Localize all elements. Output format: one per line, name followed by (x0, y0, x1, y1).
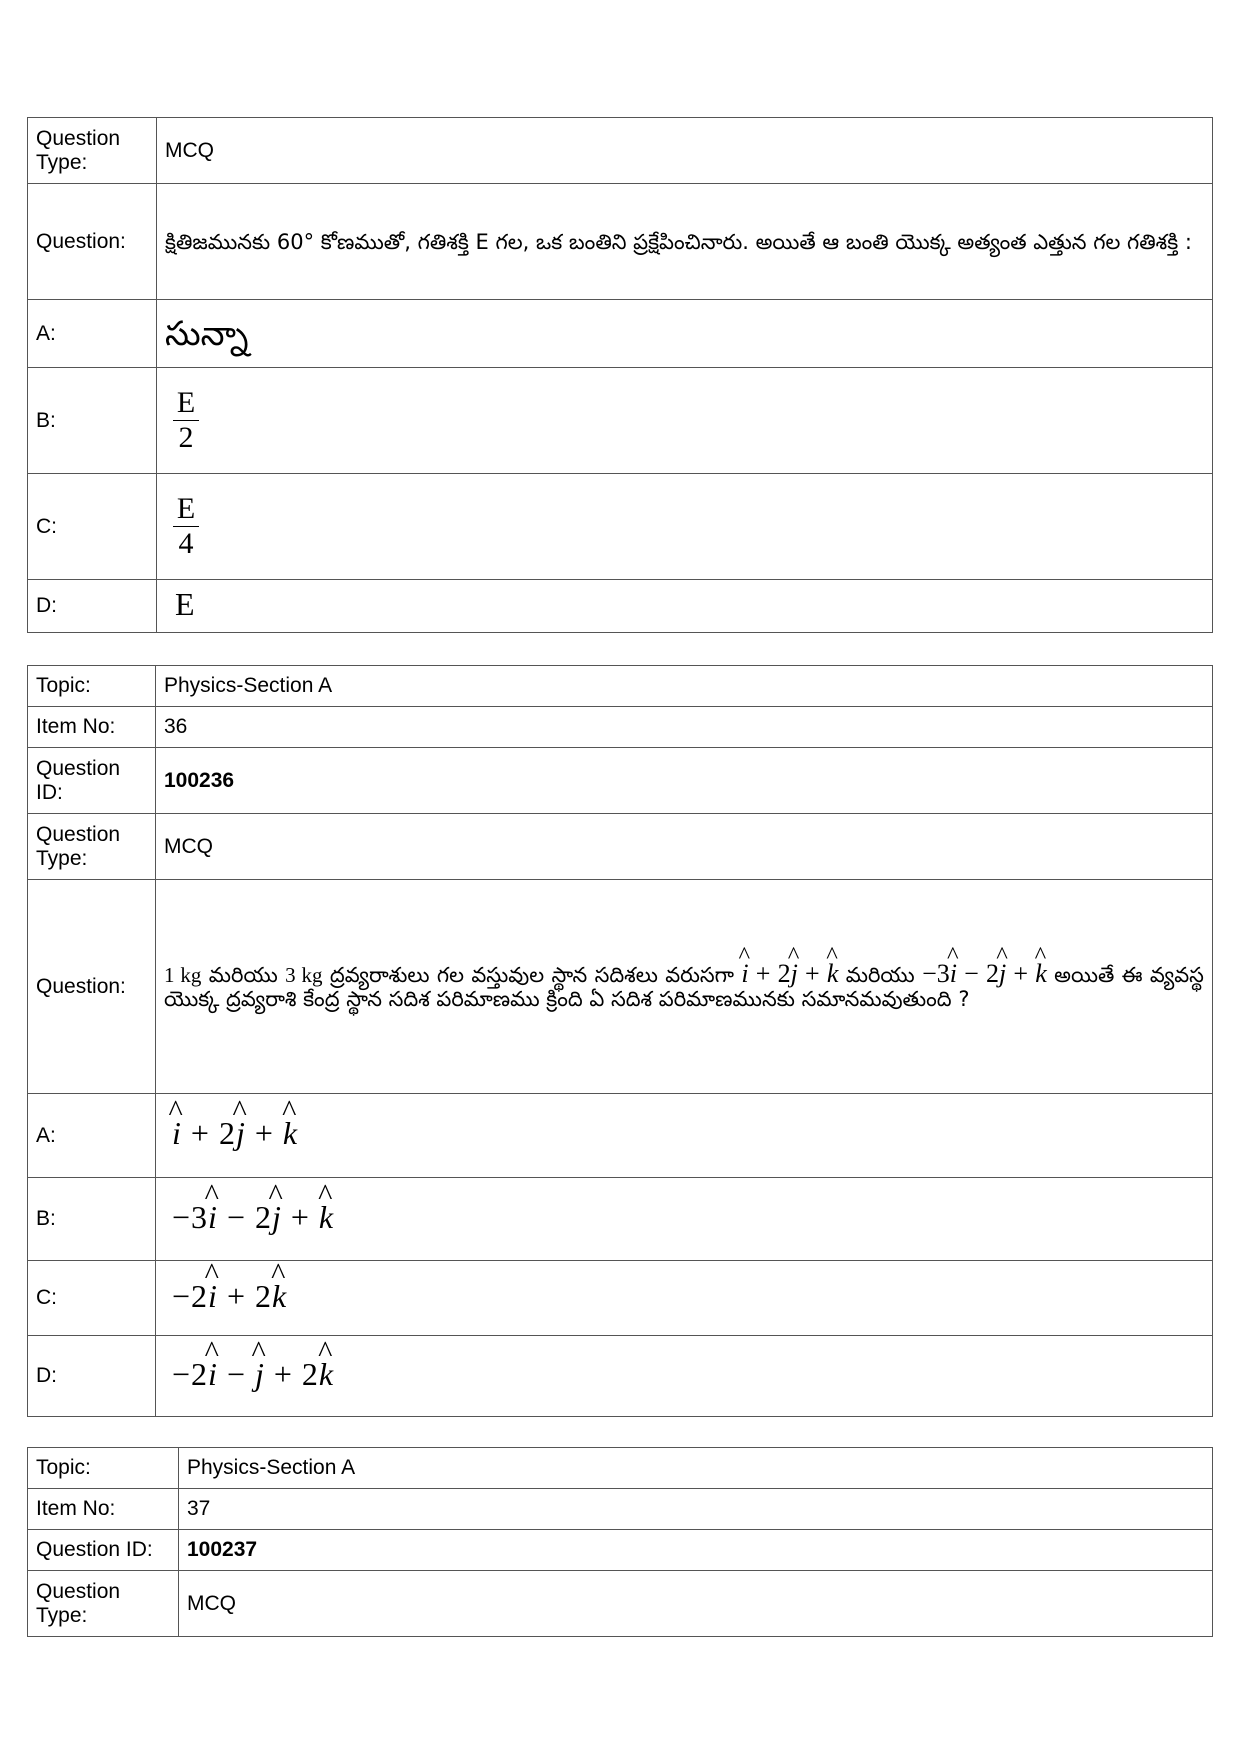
option-d-content (157, 580, 1213, 633)
item-no-label: Item No: (28, 707, 156, 748)
option-d-text: E (175, 585, 195, 622)
option-c-content (156, 1261, 1213, 1336)
question-type-label: Question Type: (28, 1571, 179, 1637)
item-no-label: Item No: (28, 1489, 179, 1530)
question-label: Question: (28, 880, 156, 1094)
topic-label: Topic: (28, 666, 156, 707)
question-type-value: MCQ (156, 814, 1213, 880)
option-c-denominator: 4 (178, 527, 194, 560)
question-table-2 (27, 665, 1213, 1417)
question-text-part-3: మరియు (845, 963, 915, 987)
option-a-label: A: (28, 1094, 156, 1178)
option-b-content (156, 1178, 1213, 1261)
option-b-fraction (173, 386, 199, 455)
option-c-label: C: (28, 1261, 156, 1336)
position-vector-2: −3^ i − 2^ j + ^ k (922, 959, 1047, 988)
question-id-label: Question ID: (28, 1530, 179, 1571)
option-c-vector: −2^ i + 2^ k (172, 1278, 287, 1314)
question-label: Question: (28, 184, 157, 300)
option-a-content (157, 300, 1213, 368)
item-no-value: 37 (179, 1489, 1213, 1530)
question-type-value: MCQ (179, 1571, 1213, 1637)
question-text: క్షితిజమునకు 60° కోణముతో, గతిశక్తి E గల, ఒక బంతిని ప్రక్షేపించినారు. అయితే ఆ బంతి యొక్క అత్యంత ఎత్తున గల గతిశక్తి : (157, 184, 1213, 300)
mass-1: 1 kg (164, 963, 202, 987)
question-id-label: Question ID: (28, 748, 156, 814)
item-no-value: 36 (156, 707, 1213, 748)
question-id-value: 100236 (156, 748, 1213, 814)
topic-value: Physics-Section A (179, 1448, 1213, 1489)
option-c-numerator: E (176, 492, 196, 525)
position-vector-1: ^ i + 2^ j + ^ k (741, 959, 838, 988)
option-a-label: A: (28, 300, 157, 368)
option-c-content (157, 474, 1213, 580)
question-text-part-4: అయితే ఈ వ్యవస్థ యొక్క ద్రవ్యరాశి కేంద్ర స్థాన సదిశ పరిమాణము క్రింది ఏ సదిశ పరిమాణమునకు సమానమవుతుంది ? (164, 963, 1204, 1011)
option-b-vector: −3^ i − 2^ j + ^ k (172, 1199, 334, 1235)
option-d-content (156, 1336, 1213, 1417)
option-a-content (156, 1094, 1213, 1178)
option-d-vector: −2^ i − ^ j + 2^ k (172, 1356, 334, 1392)
option-d-label: D: (28, 1336, 156, 1417)
option-a-vector: ^ i + 2^ j + ^ k (172, 1115, 298, 1151)
option-b-label: B: (28, 1178, 156, 1261)
question-type-value: MCQ (157, 118, 1213, 184)
option-c-fraction (173, 492, 199, 561)
option-b-numerator: E (176, 386, 196, 419)
option-b-content (157, 368, 1213, 474)
question-text-part-2: ద్రవ్యరాశులు గల వస్తువుల స్థాన సదిశలు వరుసగా (329, 963, 734, 987)
question-table-1 (27, 117, 1213, 633)
question-table-3 (27, 1447, 1213, 1637)
option-c-label: C: (28, 474, 157, 580)
question-id-value: 100237 (179, 1530, 1213, 1571)
mass-2: 3 kg (285, 963, 323, 987)
question-type-label: Question Type: (28, 814, 156, 880)
option-b-denominator: 2 (178, 421, 194, 454)
topic-label: Topic: (28, 1448, 179, 1489)
option-a-text: సున్నా (165, 313, 249, 354)
question-type-label: Question Type: (28, 118, 157, 184)
topic-value: Physics-Section A (156, 666, 1213, 707)
option-b-label: B: (28, 368, 157, 474)
question-text-part-1: మరియు (208, 963, 278, 987)
option-d-label: D: (28, 580, 157, 633)
question-text (156, 880, 1213, 1094)
